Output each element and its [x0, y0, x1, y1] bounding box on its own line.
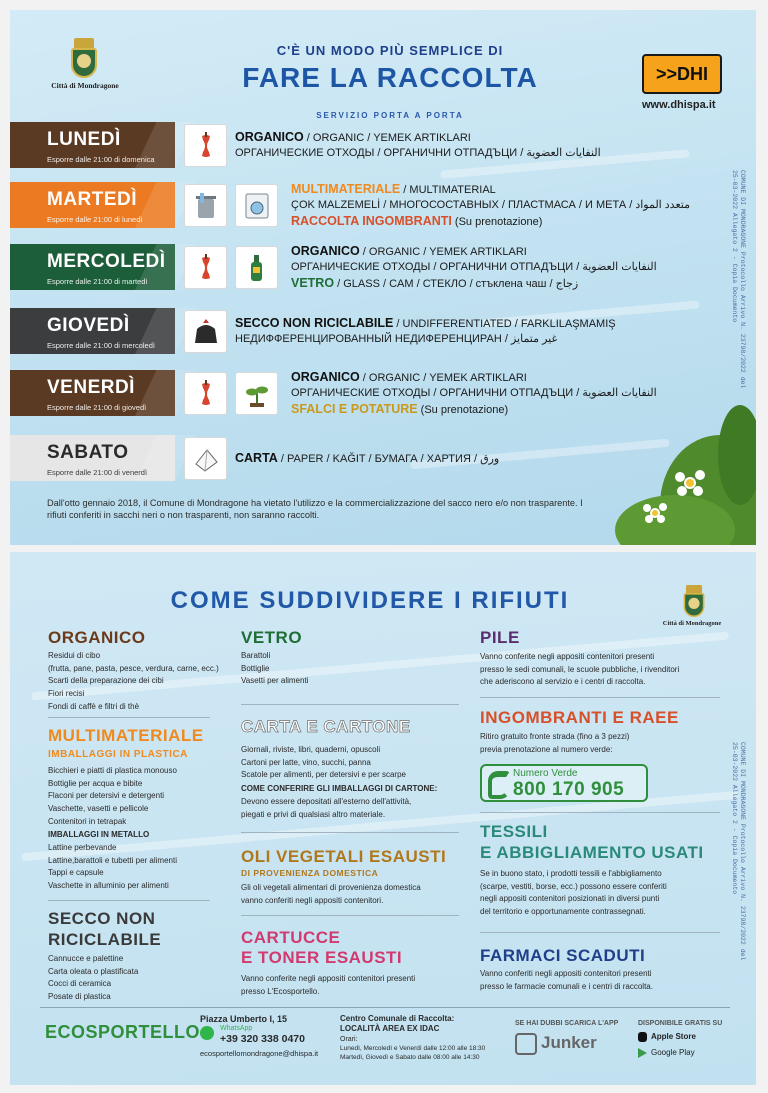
pile-list — [480, 651, 679, 689]
list-item: Posate di plastica — [48, 992, 111, 1002]
google-play-icon — [638, 1048, 647, 1058]
waste-line — [291, 260, 657, 275]
waste-translation: ОРГАНИЧЕСКИЕ ОТХОДЫ / ОРГАНИЧНИ ОТПАДЪЦИ / النفايات العضوية — [291, 387, 657, 399]
day-hint: Esporre dalle 21:00 di domenica — [47, 155, 155, 164]
waste-type: MULTIMATERIALE — [291, 182, 401, 196]
divider — [241, 704, 459, 705]
whatsapp-phone[interactable]: +39 320 338 0470 — [220, 1033, 305, 1045]
cartucce-title-1: CARTUCCE — [241, 928, 341, 947]
whatsapp-icon — [200, 1026, 214, 1040]
waste-translation: / MULTIMATERIAL — [400, 184, 496, 196]
waste-type: CARTA — [235, 451, 278, 465]
list-item: Vasetti per alimenti — [241, 676, 309, 686]
apple-core-icon — [184, 246, 227, 289]
google-play-badge[interactable] — [638, 1045, 695, 1060]
list-item: Vanno conferiti negli appositi contenitori presenti — [480, 969, 652, 978]
waste-type: SFALCI E POTATURE — [291, 402, 418, 416]
cartucce-title-2: E TONER ESAUSTI — [241, 948, 403, 967]
ingombranti-title: INGOMBRANTI E RAEE — [480, 708, 679, 727]
list-item: presso L'Ecosportello. — [241, 986, 320, 996]
waste-line — [291, 198, 690, 213]
list-item: Scatole per alimenti, per detersivi e per scarpe — [241, 770, 406, 780]
centro-title-2: LOCALITÀ AREA EX IDAC — [340, 1024, 440, 1033]
day-label-2 — [10, 244, 175, 290]
day-hint: Esporre dalle 21:00 di martedì — [47, 277, 148, 286]
list-item: Bottiglie per acqua e bibite — [48, 778, 143, 788]
orari-line-1: Lunedì, Mercoledì e Venerdì dalle 12:00 alle 18:30 — [340, 1045, 486, 1052]
list-item: Se in buono stato, i prodotti tessili e l'abbigliamento — [480, 869, 662, 878]
calendar-panel — [10, 10, 756, 545]
list-item: Carta oleata o plastificata — [48, 966, 139, 976]
google-play-label: Google Play — [651, 1048, 695, 1057]
waste-line — [291, 214, 542, 230]
day-label-3 — [10, 308, 175, 354]
pile-title: PILE — [480, 628, 520, 647]
day-hint: Esporre dalle 21:00 di venerdì — [47, 468, 148, 477]
day-hint: Esporre dalle 21:00 di lunedì — [47, 215, 143, 224]
plant-sprout-icon — [235, 372, 278, 415]
waste-line — [235, 332, 557, 347]
waste-translation: / UNDIFFERENTIATED / FARKLILAŞMAMIŞ — [393, 318, 616, 330]
day-hint: Esporre dalle 21:00 di mercoledì — [47, 341, 155, 350]
vetro-list — [241, 650, 308, 688]
day-label-4 — [10, 370, 175, 416]
phone-icon — [488, 771, 510, 799]
list-item: (frutta, pane, pasta, pesce, verdura, carne, ecc.) — [48, 663, 219, 673]
list-item: Scarti della preparazione dei cibi — [48, 676, 164, 686]
page-title: FARE LA RACCOLTA — [242, 62, 538, 93]
list-item: Cartoni per latte, vino, succhi, panna — [241, 757, 371, 767]
apple-icon — [638, 1032, 647, 1042]
divider — [241, 915, 459, 916]
metallo-title: IMBALLAGGI IN METALLO — [48, 830, 150, 839]
waste-type: RACCOLTA INGOMBRANTI — [291, 214, 452, 228]
app-hint: SE HAI DUBBI SCARICA L'APP — [515, 1020, 619, 1027]
waste-translation: / ORGANIC / YEMEK ARTIKLARI — [359, 372, 527, 384]
tessili-list — [480, 868, 667, 919]
carta-list — [241, 744, 406, 782]
city-name: Città di Mondragone — [662, 620, 722, 627]
list-item: Bicchieri e piatti di plastica monouso — [48, 766, 177, 775]
orari-line-2: Martedì, Giovedì e Sabato dalle 08:00 alle 14:30 — [340, 1054, 480, 1061]
whatsapp-label: WhatsApp — [220, 1025, 253, 1032]
protocol-stamp: COMUNE DI MONDRAGONE Protocollo Arrivo N. 23798/2022 del 25-03-2022 Allegato 2 - Copia Documento — [731, 170, 746, 389]
vetro-title: VETRO — [241, 628, 303, 647]
list-item: piegati e privi di qualsiasi altro materiale. — [241, 809, 386, 819]
waste-line — [291, 244, 527, 260]
day-name: SABATO — [47, 442, 129, 463]
glass-bottle-icon — [235, 246, 278, 289]
tessili-title-1: TESSILI — [480, 822, 548, 841]
list-item: Contenitori in tetrapak — [48, 816, 127, 826]
apple-store-badge[interactable] — [638, 1029, 696, 1044]
day-name: VENERDÌ — [47, 377, 135, 398]
page-subtitle: SERVIZIO PORTA A PORTA — [316, 111, 464, 120]
ecosportello-address: Piazza Umberto I, 15 — [200, 1014, 288, 1024]
day-name: LUNEDÌ — [47, 129, 121, 150]
multimateriale-subtitle: IMBALLAGGI IN PLASTICA — [48, 749, 188, 760]
waste-line — [291, 370, 527, 386]
sorting-guide-panel — [10, 552, 756, 1085]
waste-line — [291, 276, 578, 292]
list-item: Gli oli vegetali alimentari di provenienza domestica — [241, 883, 421, 892]
ecosportello-title: ECOSPORTELLO — [45, 1022, 201, 1042]
waste-translation: ÇOK MALZEMELİ / МНОГОСОСТАВНЫХ / ПЛАСТМАСА / И МЕТА / متعدد المواد — [291, 199, 690, 211]
divider — [48, 900, 210, 901]
list-item: Vanno conferite negli appositi contenitori presenti — [241, 974, 416, 983]
apple-core-icon — [184, 372, 227, 415]
metallo-list — [48, 842, 177, 893]
day-name: MERCOLEDÌ — [47, 251, 166, 272]
waste-type: SECCO NON RICICLABILE — [235, 316, 394, 330]
secco-list — [48, 953, 138, 1004]
waste-line — [235, 146, 601, 161]
city-crest-icon — [679, 583, 709, 618]
organico-title: ORGANICO — [48, 628, 146, 647]
multimateriale-title: MULTIMATERIALE — [48, 726, 204, 745]
secco-title-1: SECCO NON — [48, 909, 156, 928]
toll-free-value: 800 170 905 — [513, 779, 625, 800]
carta-how-section — [241, 783, 437, 796]
list-item: Vaschette, vasetti e pellicole — [48, 804, 149, 814]
paper-sheet-icon — [184, 437, 227, 480]
website-link[interactable]: www.dhispa.it — [642, 99, 716, 111]
toll-free-number[interactable] — [480, 764, 648, 802]
waste-translation: / GLASS / CAM / СТЕКЛО / стъклена чаш / زجاج — [334, 278, 579, 290]
waste-type: ORGANICO — [235, 130, 304, 144]
oli-title: OLI VEGETALI ESAUSTI — [241, 847, 447, 866]
waste-translation: ОРГАНИЧЕСКИЕ ОТХОДЫ / ОРГАНИЧНИ ОТПАДЪЦИ / النفايات العضوية — [291, 261, 657, 273]
list-item: presso le sedi comunali, le scuole pubbliche, i rivenditori — [480, 664, 680, 674]
centro-title-1: Centro Comunale di Raccolta: — [340, 1014, 455, 1023]
waste-line — [235, 451, 499, 467]
list-item: Devono essere depositati all'esterno dell'attività, — [241, 797, 412, 806]
apple-store-label: Apple Store — [651, 1032, 696, 1041]
carta-title: CARTA E CARTONE — [241, 717, 411, 736]
waste-type: VETRO — [291, 276, 335, 290]
day-label-0 — [10, 122, 175, 168]
oli-subtitle: DI PROVENIENZA DOMESTICA — [241, 868, 379, 878]
oli-list — [241, 882, 421, 907]
day-name: GIOVEDÌ — [47, 315, 130, 336]
waste-type: ORGANICO — [291, 244, 360, 258]
list-item: Tappi e capsule — [48, 868, 104, 878]
list-item: che aderiscono al servizio e i centri di raccolta. — [480, 677, 646, 687]
list-item: Giornali, riviste, libri, quaderni, opuscoli — [241, 745, 381, 754]
list-item: presso le farmacie comunali e i centri di raccolta. — [480, 981, 653, 991]
tessili-title-2: E ABBIGLIAMENTO USATI — [480, 843, 704, 862]
orari-label: Orari: — [340, 1036, 358, 1043]
divider — [480, 697, 720, 698]
waste-type: ORGANICO — [291, 370, 360, 384]
ingombranti-list — [480, 731, 629, 756]
washing-machine-icon — [235, 184, 278, 227]
list-item: Residui di cibo — [48, 651, 101, 660]
stores-hint: DISPONIBILE GRATIS SU — [638, 1020, 723, 1027]
divider — [48, 717, 210, 718]
black-bag-notice: Dall'otto gennaio 2018, il Comune di Mondragone ha vietato l'utilizzo e la commercializzazione del sacco nero e/o non trasparente. I rifiuti conferiti in sacchi neri o non trasparenti, non saranno raccolti. — [47, 498, 583, 520]
city-crest-icon — [65, 36, 103, 80]
ecosportello-email[interactable]: ecosportellomondragone@dhispa.it — [200, 1049, 319, 1058]
farmaci-list — [480, 968, 653, 993]
junker-app-name[interactable]: Junker — [541, 1033, 597, 1052]
organico-list — [48, 650, 219, 714]
list-item: (scarpe, vestiti, borse, ecc.) possono essere conferiti — [480, 881, 667, 891]
list-item: negli appositi contenitori posizionati in diversi punti — [480, 894, 660, 904]
waste-translation: / ORGANIC / YEMEK ARTIKLARI — [303, 132, 471, 144]
junker-logo-icon — [515, 1033, 537, 1055]
list-item: Vaschette in alluminio per alimenti — [48, 881, 169, 891]
header-kicker: C'È UN MODO PIÙ SEMPLICE DI — [276, 43, 504, 58]
protocol-stamp: COMUNE DI MONDRAGONE Protocollo Arrivo N. 23798/2022 del 25-03-2022 Allegato 2 - Copia Documento — [731, 742, 746, 961]
list-item: Ritiro gratuito fronte strada (fino a 3 pezzi) — [480, 732, 630, 741]
waste-line — [235, 316, 616, 332]
list-item: Barattoli — [241, 651, 271, 660]
metallo-section — [48, 829, 149, 842]
garbage-bag-icon — [184, 310, 227, 353]
waste-translation: НЕДИФФЕРЕНЦИРОВАННЫЙ НЕДИФЕРЕНЦИРАН / غير متمايز — [235, 333, 558, 345]
list-item: Fiori recisi — [48, 689, 85, 699]
city-name: Città di Mondragone — [51, 81, 119, 90]
guide-title: COME SUDDIVIDERE I RIFIUTI — [170, 587, 570, 614]
waste-line — [291, 402, 508, 418]
waste-translation: (Su prenotazione) — [451, 216, 543, 228]
farmaci-title: FARMACI SCADUTI — [480, 946, 646, 965]
day-hint: Esporre dalle 21:00 di giovedì — [47, 403, 147, 412]
dhi-logo: >>DHI — [642, 54, 722, 94]
apple-core-icon — [184, 124, 227, 167]
secco-title-2: RICICLABILE — [48, 930, 162, 949]
list-item: Fondi di caffè e filtri di thè — [48, 701, 140, 711]
waste-translation: / PAPER / KAĞIT / БУМАГА / ХАРТИЯ / ورق — [277, 453, 500, 465]
waste-translation: (Su prenotazione) — [417, 404, 509, 416]
multimateriale-list — [48, 765, 177, 829]
list-item: Vanno conferite negli appositi contenitori presenti — [480, 652, 655, 661]
plant-decoration-icon — [580, 395, 756, 545]
list-item: del territorio e opportunamente contrassegnati. — [480, 907, 646, 917]
divider — [480, 932, 720, 933]
footer-divider — [40, 1007, 730, 1008]
list-item: Flaconi per detersivi e detergenti — [48, 791, 165, 801]
waste-translation: ОРГАНИЧЕСКИЕ ОТХОДЫ / ОРГАНИЧНИ ОТПАДЪЦИ / النفايات العضوية — [235, 147, 601, 159]
waste-line — [291, 182, 496, 198]
trash-can-icon — [184, 184, 227, 227]
divider — [480, 812, 720, 813]
divider — [241, 832, 459, 833]
list-item: Cannucce e palettine — [48, 954, 124, 963]
carta-how-title: COME CONFERIRE GLI IMBALLAGGI DI CARTONE: — [241, 784, 438, 793]
list-item: Lattine perbevande — [48, 843, 117, 852]
day-label-1 — [10, 182, 175, 228]
toll-free-label: Numero Verde — [513, 768, 578, 779]
day-label-5 — [10, 435, 175, 481]
waste-translation: / ORGANIC / YEMEK ARTIKLARI — [359, 246, 527, 258]
cartucce-list — [241, 973, 415, 998]
list-item: Bottiglie — [241, 663, 270, 673]
waste-line — [235, 130, 471, 146]
day-name: MARTEDÌ — [47, 189, 138, 210]
list-item: Cocci di ceramica — [48, 979, 112, 989]
list-item: previa prenotazione al numero verde: — [480, 744, 613, 754]
list-item: Lattine,barattoli e tubetti per alimenti — [48, 855, 177, 865]
carta-how-list — [241, 796, 411, 821]
list-item: vanno conferiti negli appositi contenitori. — [241, 895, 384, 905]
